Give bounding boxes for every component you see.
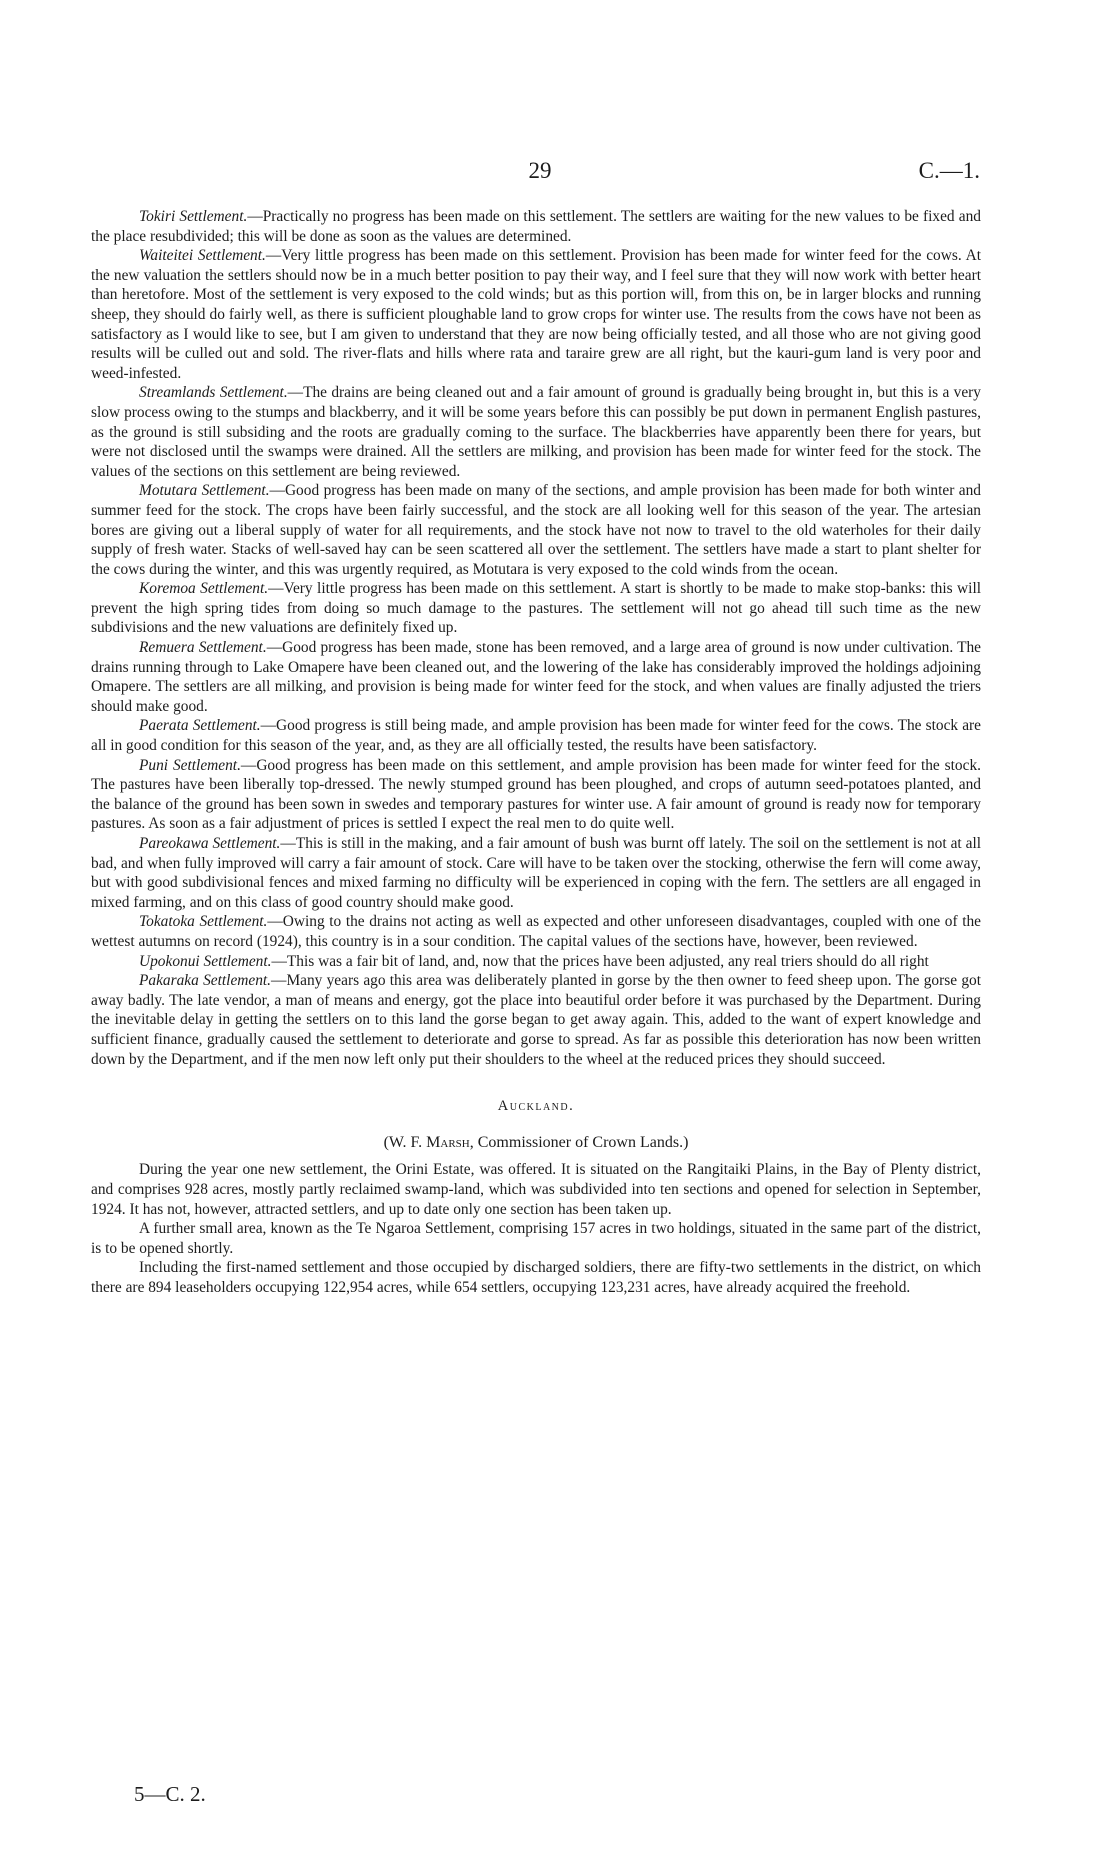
paragraph-text: —This was a fair bit of land, and, now that the prices have been adjusted, any real triers should do all right	[271, 952, 929, 970]
paragraph-tokiri	[91, 207, 981, 246]
settlement-title: Tokatoka Settlement.	[139, 913, 268, 931]
settlement-title: Streamlands Settlement.	[139, 384, 288, 402]
settlement-title: Upokonui Settlement.	[139, 952, 272, 970]
settlement-title: Puni Settlement.	[139, 756, 241, 774]
commissioner-line	[91, 1133, 981, 1153]
settlement-title: Pareokawa Settlement.	[139, 835, 281, 852]
footer-reference: 5—C. 2.	[134, 1782, 206, 1806]
paragraph-text: —Good progress has been made on this settlement, and ample provision has been made for winter feed for the stock. The pastures have been liberally top-dressed. The newly stumped ground has been ploughed, and crops of autumn seed-potatoes planted, and the balance of the ground has been sown in swedes and temporary pastures for winter use. A fair amount of ground is ready now for temporary pastures. As soon as a fair adjustment of prices is settled I expect the real men to do quite well.	[91, 756, 981, 833]
paragraph-text: —Good progress has been made on many of the sections, and ample provision has been made for both winter and summer feed for the stock. The crops have been fairly successful, and the stock are all looking well for this season of the year. The artesian bores are giving out a liberal supply of water for all requirements, and the stock have not now to travel to the old waterholes for their daily supply of fresh water. Stacks of well-saved hay can be seen scattered all over the settlement. The settlers have made a start to plant shelter for the cows during the winter, and this was urgently required, as Motutara is very exposed to the cold winds from the ocean.	[91, 482, 981, 578]
paragraph-auckland-orini: During the year one new settlement, the Orini Estate, was offered. It is situated on the Rangitaiki Plains, in the Bay of Plenty district, and comprises 928 acres, mostly partly reclaimed swamp-land, which was subdivided into ten sections and opened for selection in September, 1924. It has not, however, attracted settlers, and up to date only one section has been taken up.	[91, 1161, 981, 1218]
settlement-title: Tokiri Settlement.	[139, 208, 248, 225]
document-reference: C.—1.	[918, 158, 980, 183]
paragraph-paerata	[91, 716, 981, 755]
paragraph-text: —Practically no progress has been made on this settlement. The settlers are waiting for the new values to be fixed and the place resubdivided; this will be done as soon as the values are determined.	[91, 208, 982, 245]
paragraph-upokonui	[91, 952, 981, 972]
paragraph-tokatoka	[91, 912, 981, 951]
paragraph-auckland-summary: Including the first-named settlement and those occupied by discharged soldiers, there are fifty-two settlements in the district, on which there are 894 leaseholders occupying 122,954 acres, while 654 settlers, occupying 123,231 acres, have already acquired the freehold.	[91, 1259, 981, 1296]
paragraph-pareokawa	[91, 834, 981, 912]
paragraph-text: —Good progress has been made, stone has been removed, and a large area of ground is now under cultivation. The drains running through to Lake Omapere have been cleaned out, and the lowering of the lake has considerably improved the holdings adjoining Omapere. The settlers are all milking, and provision is being made for winter feed for the stock, and when values are finally adjusted the triers should make good.	[91, 639, 981, 715]
paragraph-text: —Many years ago this area was deliberately planted in gorse by the then owner to feed sheep upon. The gorse got away badly. The late vendor, a man of means and energy, got the place into beautiful order before it was purchased by the Department. During the inevitable delay in getting the settlers on to this land the gorse began to get away again. This, added to the want of expert knowledge and sufficient finance, gradually caused the settlement to deteriorate and gorse to spread. As far as possible this deterioration has now been written down by the Department, and if the men now left only put their shoulders to the wheel at the reduced prices they should succeed.	[91, 972, 981, 1068]
settlement-title: Waiteitei Settlement.	[139, 247, 266, 265]
paragraph-text: —Very little progress has been made on this settlement. A start is shortly to be made to make stop-banks: this will prevent the high spring tides from doing so much damage to the pastures. The settlement will not go ahead till such time as the new subdivisions and the new valuations are definitely fixed up.	[91, 580, 982, 637]
paragraph-text: —Good progress is still being made, and ample provision has been made for winter feed for the cows. The stock are all in good condition for this season of the year, and, as they are all officially tested, the results have been satisfactory.	[91, 717, 981, 755]
commissioner-close: , Commissioner of Crown Lands.)	[469, 1133, 689, 1151]
settlement-title: Koremoa Settlement.	[139, 580, 269, 598]
paragraph-text: —Owing to the drains not acting as well as expected and other unforeseen disadvantages, coupled with one of the wettest autumns on record (1924), this country is in a sour condition. The capital values of the sections have, however, been reviewed.	[91, 913, 981, 950]
paragraph-puni	[91, 756, 981, 834]
commissioner-open: (W. F.	[383, 1133, 427, 1151]
settlement-title: Paerata Settlement.	[139, 717, 261, 735]
paragraph-auckland-te-ngaroa: A further small area, known as the Te Ngaroa Settlement, comprising 157 acres in two holdings, situated in the same part of the district, is to be opened shortly.	[91, 1220, 981, 1257]
paragraph-koremoa	[91, 579, 981, 638]
settlement-title: Pakaraka Settlement.	[139, 972, 272, 990]
paragraph-motutara	[91, 481, 981, 579]
paragraph-pakaraka	[91, 971, 981, 1069]
paragraph-text: —The drains are being cleaned out and a fair amount of ground is gradually being brought in, but this is a very slow process owing to the stumps and blackberry, and it will be some years before this can possibly be put down in permanent English pastures, as the ground is still subsiding and the roots are gradually coming to the surface. The blackberries have apparently been there for years, but were not disclosed until the swamps were drained. All the settlers are milking, and provision has been made for winter feed for the stock. The values of the sections on this settlement are being reviewed.	[91, 384, 981, 480]
paragraph-remuera	[91, 638, 981, 716]
paragraph-text: —This is still in the making, and a fair amount of bush was burnt off lately. The soil on the settlement is not at all bad, and when fully improved will carry a fair amount of stock. Care will have to be taken over the stocking, otherwise the fern will come away, but with good subdivisional fences and mixed farming no difficulty will be experienced in coping with the fern. The settlers are all engaged in mixed farming, and on this class of good country should make good.	[91, 835, 982, 911]
paragraph-streamlands	[91, 383, 981, 481]
settlement-title: Remuera Settlement.	[139, 639, 267, 657]
paragraph-waiteitei	[91, 246, 981, 383]
paragraph-text: —Very little progress has been made on this settlement. Provision has been made for winter feed for the cows. At the new valuation the settlers should now be in a much better position to pay their way, and I feel sure that they will now work with better heart than heretofore. Most of the settlement is very exposed to the cold winds; but as this portion will, from this on, be in larger blocks and running sheep, they should do fairly well, as there is sufficient ploughable land to grow crops for winter use. The results from the cows have not been as satisfactory as I would like to see, but I am given to understand that they are now being officially tested, and all those who are not giving good results will be culled out and sold. The river-flats and hills where rata and taraire grew are all right, but the kauri-gum land is very poor and weed-infested.	[91, 247, 981, 382]
settlement-title: Motutara Settlement.	[139, 482, 270, 500]
commissioner-name: Marsh	[426, 1133, 470, 1151]
section-heading-auckland: Auckland.	[497, 1098, 575, 1115]
body-text	[91, 207, 981, 1297]
page-number: 29	[528, 158, 552, 183]
